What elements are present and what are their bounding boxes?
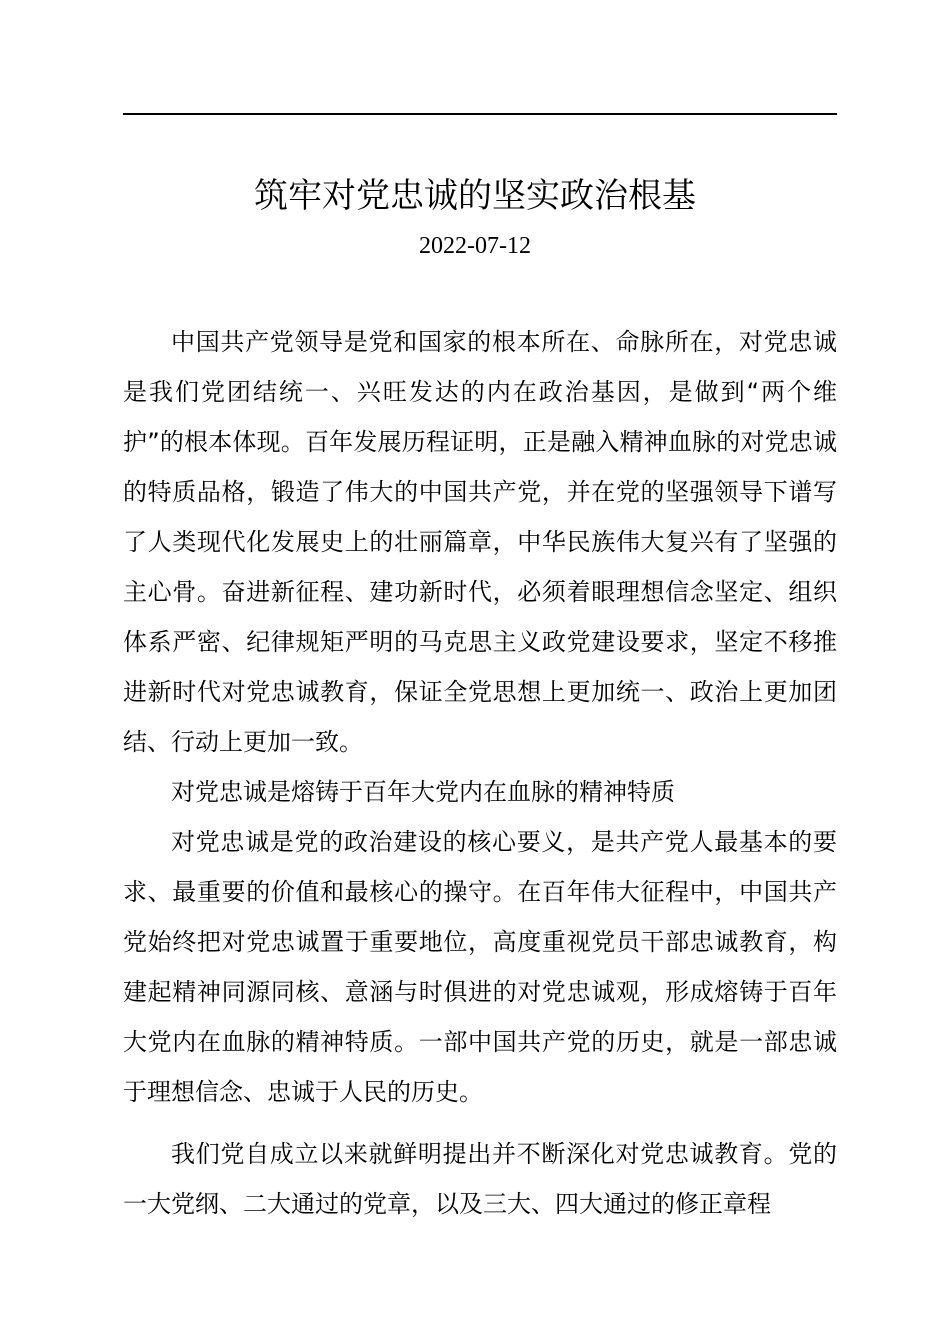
paragraph-loyalty-core: 对党忠诚是党的政治建设的核心要义，是共产党人最基本的要求、最重要的价值和最核心的操守。在百年伟大征程中，中国共产党始终把对党忠诚置于重要地位，高度重视党员干部忠诚教育，构建起精神同源同核、意涵与时俱进的对党忠诚观，形成熔铸于百年大党内在血脉的精神特质。一部中国共产党的历史，就是一部忠诚于理想信念、忠诚于人民的历史。 bbox=[123, 828, 837, 1106]
paragraph-history: 我们党自成立以来就鲜明提出并不断深化对党忠诚教育。党的一大党纲、二大通过的党章，以及三大、四大通过的修正章程 bbox=[123, 1140, 837, 1218]
publish-date: 2022-07-12 bbox=[419, 233, 531, 259]
article-body bbox=[123, 317, 837, 1229]
header-rule bbox=[123, 113, 837, 115]
section-heading: 对党忠诚是熔铸于百年大党内在血脉的精神特质 bbox=[171, 778, 675, 806]
paragraph-intro: 中国共产党领导是党和国家的根本所在、命脉所在，对党忠诚是我们党团结统一、兴旺发达的内在政治基因，是做到“两个维护”的根本体现。百年发展历程证明，正是融入精神血脉的对党忠诚的特质品格，锻造了伟大的中国共产党，并在党的坚强领导下谱写了人类现代化发展史上的壮丽篇章，中华民族伟大复兴有了坚强的主心骨。奋进新征程、建功新时代，必须着眼理想信念坚定、组织体系严密、纪律规矩严明的马克思主义政党建设要求，坚定不移推进新时代对党忠诚教育，保证全党思想上更加统一、政治上更加团结、行动上更加一致。 bbox=[123, 328, 837, 756]
article-title: 筑牢对党忠诚的坚实政治根基 bbox=[254, 176, 696, 216]
